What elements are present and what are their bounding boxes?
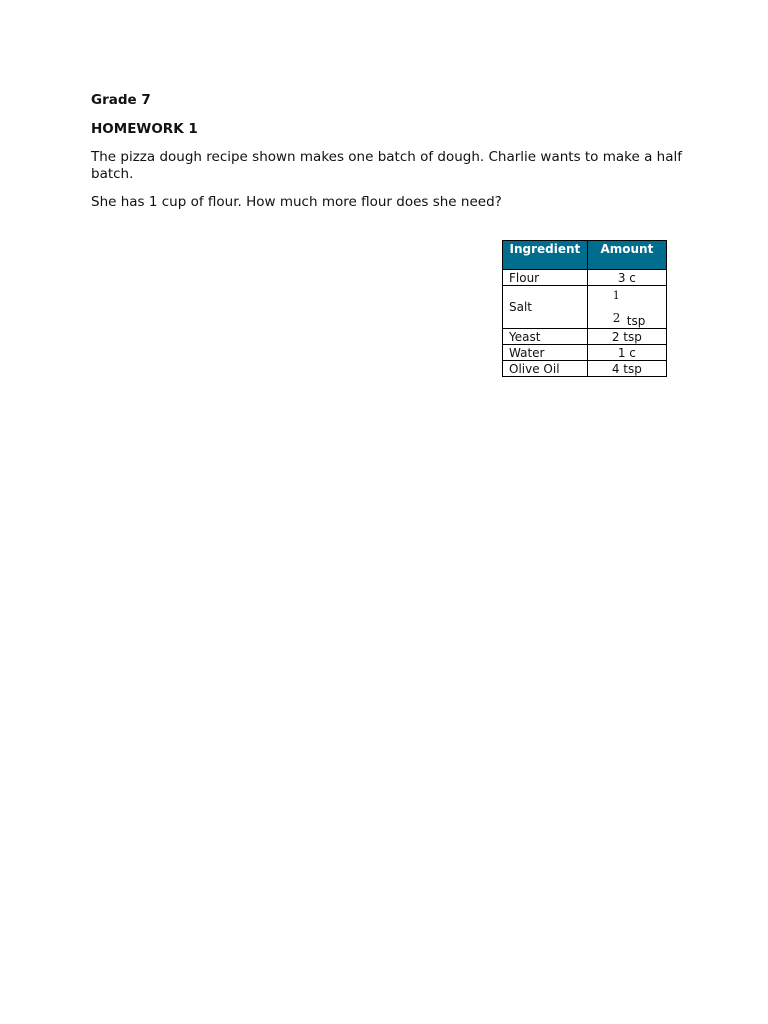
table-row — [503, 345, 667, 361]
amount-cell: 3 c — [587, 270, 666, 286]
ingredient-cell: Yeast — [503, 329, 588, 345]
header-amount: Amount — [587, 241, 666, 270]
ingredient-cell: Salt — [503, 286, 588, 329]
recipe-table — [502, 240, 667, 377]
table-row — [503, 361, 667, 377]
grade-heading: Grade 7 — [91, 92, 151, 108]
table-header-row — [503, 241, 667, 270]
amount-cell: 4 tsp — [587, 361, 666, 377]
table-row — [503, 329, 667, 345]
amount-cell: 1 c — [587, 345, 666, 361]
problem-paragraph-1: The pizza dough recipe shown makes one batch of dough. Charlie wants to make a half batch. — [91, 149, 682, 182]
fraction-unit: tsp — [626, 313, 646, 328]
fraction-denominator: 2 — [612, 310, 621, 325]
ingredient-cell: Olive Oil — [503, 361, 588, 377]
header-ingredient: Ingredient — [503, 241, 588, 270]
ingredient-cell: Flour — [503, 270, 588, 286]
problem-paragraph-2: She has 1 cup of flour. How much more flour does she need? — [91, 194, 502, 210]
table-row — [503, 270, 667, 286]
homework-heading: HOMEWORK 1 — [91, 121, 198, 137]
fraction-numerator: 1 — [612, 288, 620, 302]
amount-cell — [587, 286, 666, 329]
fraction-amount — [594, 287, 660, 328]
amount-cell: 2 tsp — [587, 329, 666, 345]
ingredient-cell: Water — [503, 345, 588, 361]
table-row — [503, 286, 667, 329]
